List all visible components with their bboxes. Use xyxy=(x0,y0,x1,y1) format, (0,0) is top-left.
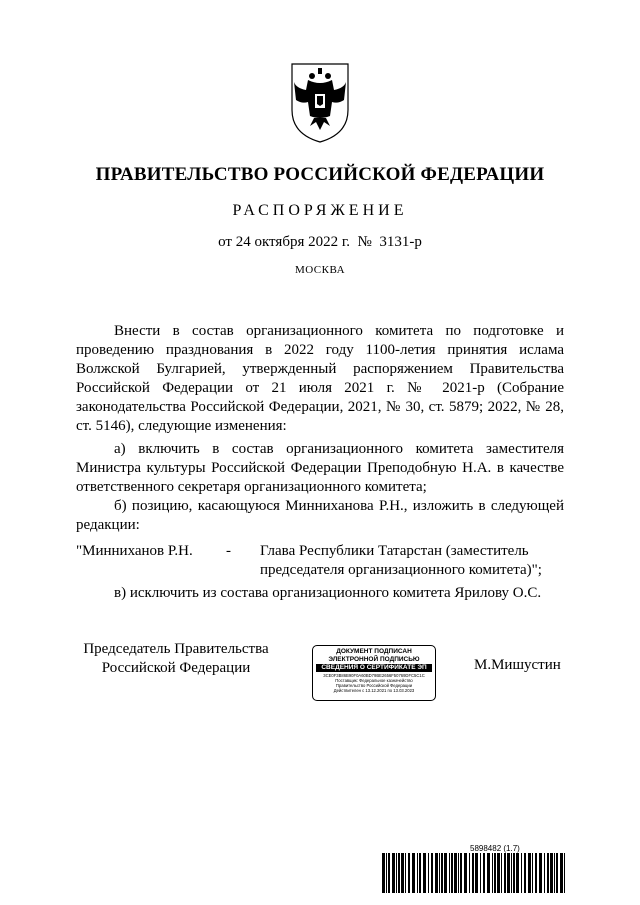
quote-name: "Минниханов Р.Н. xyxy=(76,543,193,559)
barcode xyxy=(382,853,568,893)
stamp-owner: Правительство Российской Федерации xyxy=(335,683,413,688)
signer-name: М.Мишустин xyxy=(474,657,561,673)
signer-title-line1: Председатель Правительства xyxy=(83,641,269,657)
date-and-number xyxy=(0,234,640,251)
paragraph-intro: Внести в состав организационного комитета по подготовке и проведению празднования в 2022 году 1100-летия принятия ислама Волжской Булгарией, утвержденный распоряжением Правительства Российской Федерации от 21 июля 2021 г. № 2021-р (Собрание законодательства Российской Федерации, 2021, № 30, ст. 5879; 2022, № 28, ст. 5146), следующие изменения: xyxy=(76,323,564,434)
stamp-certificate: 3CE0F3B86B90F0A60BD79BE2656F50769DFC5C1C xyxy=(323,673,425,678)
stamp-issuer: Поставщик: Федеральное казначейство xyxy=(335,678,413,683)
government-title: ПРАВИТЕЛЬСТВО РОССИЙСКОЙ ФЕДЕРАЦИИ xyxy=(95,164,545,185)
paragraph-c: в) исключить из состава организационного комитета Ярилову О.С. xyxy=(114,585,542,601)
paragraph-a: а) включить в состав организационного комитета заместителя Министра культуры Российской Федерации Преподобную Н.А. в качестве ответственного секретаря организационного комитета; xyxy=(76,441,564,495)
electronic-signature-stamp xyxy=(312,645,436,701)
coat-of-arms-emblem xyxy=(288,60,352,144)
quote-position-line1: Глава Республики Татарстан (заместитель xyxy=(260,543,529,559)
stamp-validity: Действителен с 13.12.2021 по 13.03.2023 xyxy=(333,688,415,693)
date-line-text: от 24 октября 2022 г. № 3131-р xyxy=(218,234,422,250)
paragraph-b: б) позицию, касающуюся Минниханова Р.Н., изложить в следующей редакции: xyxy=(76,498,564,533)
stamp-line3: СВЕДЕНИЯ О СЕРТИФИКАТЕ ЭП xyxy=(316,664,432,672)
quote-dash: - xyxy=(226,543,231,559)
signer-title xyxy=(76,640,276,678)
city: МОСКВА xyxy=(294,264,346,276)
document-type: РАСПОРЯЖЕНИЕ xyxy=(232,202,408,219)
quote-position-line2: председателя организационного комитета)"; xyxy=(260,562,542,578)
stamp-line2: ЭЛЕКТРОННОЙ ПОДПИСЬЮ xyxy=(328,655,420,663)
stamp-line1: ДОКУМЕНТ ПОДПИСАН xyxy=(336,648,412,655)
signer-title-line2: Российской Федерации xyxy=(101,660,251,676)
document-code: 5898482 (1.7) xyxy=(470,844,520,853)
